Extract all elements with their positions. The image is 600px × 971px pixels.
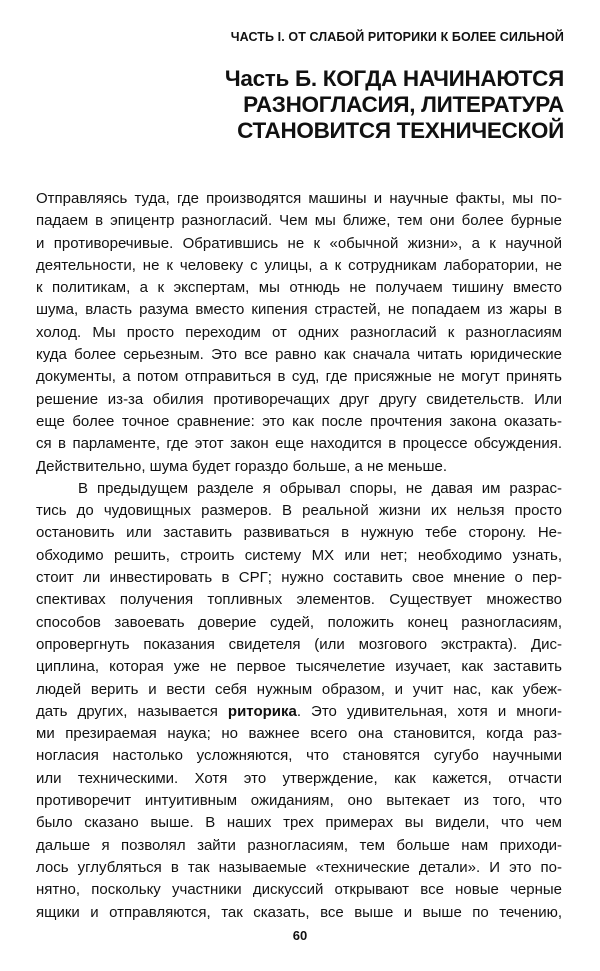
text-line: к политикам, а к экспертам, мы отнюдь не получаем тишину вместо — [36, 279, 562, 297]
text-line: Отправляясь туда, где производятся машины и научные факты, мы по- — [36, 190, 562, 207]
text-line: способов завоевать доверие судей, положить конец разногласиям, — [36, 613, 562, 631]
running-head: ЧАСТЬ I. ОТ СЛАБОЙ РИТОРИКИ К БОЛЕЕ СИЛЬНОЙ — [230, 30, 564, 44]
page-number: 60 — [292, 928, 308, 943]
chapter-title — [60, 66, 564, 144]
title-line: СТАНОВИТСЯ ТЕХНИЧЕСКОЙ — [237, 118, 564, 143]
paragraph — [36, 188, 562, 478]
text-line: ногласия настолько усложняются, что становятся сугубо научными — [36, 747, 562, 765]
text-line: людей верить и вести себя нужным образом, и учит нас, как убеж- — [36, 680, 562, 698]
text-line: стоит ли инвестировать в СРГ; нужно составить свое мнение о пер- — [36, 569, 562, 587]
text-line: ся в парламенте, где этот закон еще находится в процессе обсуждения. — [36, 435, 562, 453]
text-line: лось углубляться в так называемые «технические детали». И это по- — [36, 858, 562, 876]
text-line: противоречит интуитивным ожиданиям, оно вытекает из того, что — [36, 792, 562, 810]
text-line — [36, 701, 562, 723]
bold-term: риторика — [227, 702, 297, 720]
paragraph — [36, 478, 562, 924]
text-line: тись до чудовищных размеров. В реальной жизни их нельзя просто — [36, 502, 562, 520]
text-line: дальше я позволял зайти разногласиям, тем больше нам приходи- — [36, 836, 562, 854]
text-line: остановить или заставить развиваться в нужную тебе сторону. Не- — [36, 524, 562, 542]
text-segment: . Это удивительная, хотя и многи- — [296, 702, 563, 720]
body-text — [36, 188, 562, 924]
text-line: ми презираемая наука; но важнее всего она становится, когда раз- — [36, 725, 562, 743]
text-line: и противоречивые. Обратившись не к «обычной жизни», а к научной — [36, 234, 562, 252]
text-line: было сказано выше. В наших трех примерах вы видели, что чем — [36, 814, 562, 832]
text-line: деятельности, не к человеку с улицы, а к сотрудникам лаборатории, не — [36, 256, 562, 274]
text-line: падаем в эпицентр разногласий. Чем мы ближе, тем они более бурные — [36, 212, 562, 230]
text-segment: дать других, называется — [36, 702, 228, 720]
text-line: спективах получения топливных элементов. Существует множество — [36, 591, 562, 609]
text-line: решение из-за обилия противоречащих друг другу свидетельств. Или — [36, 390, 562, 408]
text-line: опровергнуть показания свидетеля (или мозгового экстракта). Дис- — [36, 635, 562, 653]
text-line: шума, власть разума вместо кипения страстей, не попадаем из жары в — [36, 301, 562, 319]
text-line: холод. Мы просто переходим от одних разногласий к разногласиям — [36, 323, 562, 341]
text-line: циплина, которая уже не первое тысячелетие изучает, как заставить — [36, 658, 562, 676]
text-line: куда более серьезным. Это все равно как сначала читать юридические — [36, 346, 562, 364]
title-line: РАЗНОГЛАСИЯ, ЛИТЕРАТУРА — [243, 92, 564, 117]
text-line: или техническими. Хотя это утверждение, как кажется, отчасти — [36, 769, 562, 787]
text-line: нятно, поскольку участники дискуссий открывают все новые черные — [36, 881, 562, 899]
text-line: еще более точное сравнение: это как после прочтения закона оказать- — [36, 412, 562, 430]
title-line: Часть Б. КОГДА НАЧИНАЮТСЯ — [224, 66, 564, 91]
text-line: документы, а потом отправиться в суд, где присяжные не могут принять — [36, 368, 562, 386]
text-line: ящики и отправляются, так сказать, все выше и выше по течению, — [36, 903, 562, 921]
text-line: В предыдущем разделе я обрывал споры, не давая им разрас- — [78, 479, 562, 497]
text-line: обходимо решить, строить систему МХ или нет; необходимо узнать, — [36, 546, 562, 564]
text-line: Действительно, шума будет гораздо больше, а не меньше. — [36, 457, 448, 475]
